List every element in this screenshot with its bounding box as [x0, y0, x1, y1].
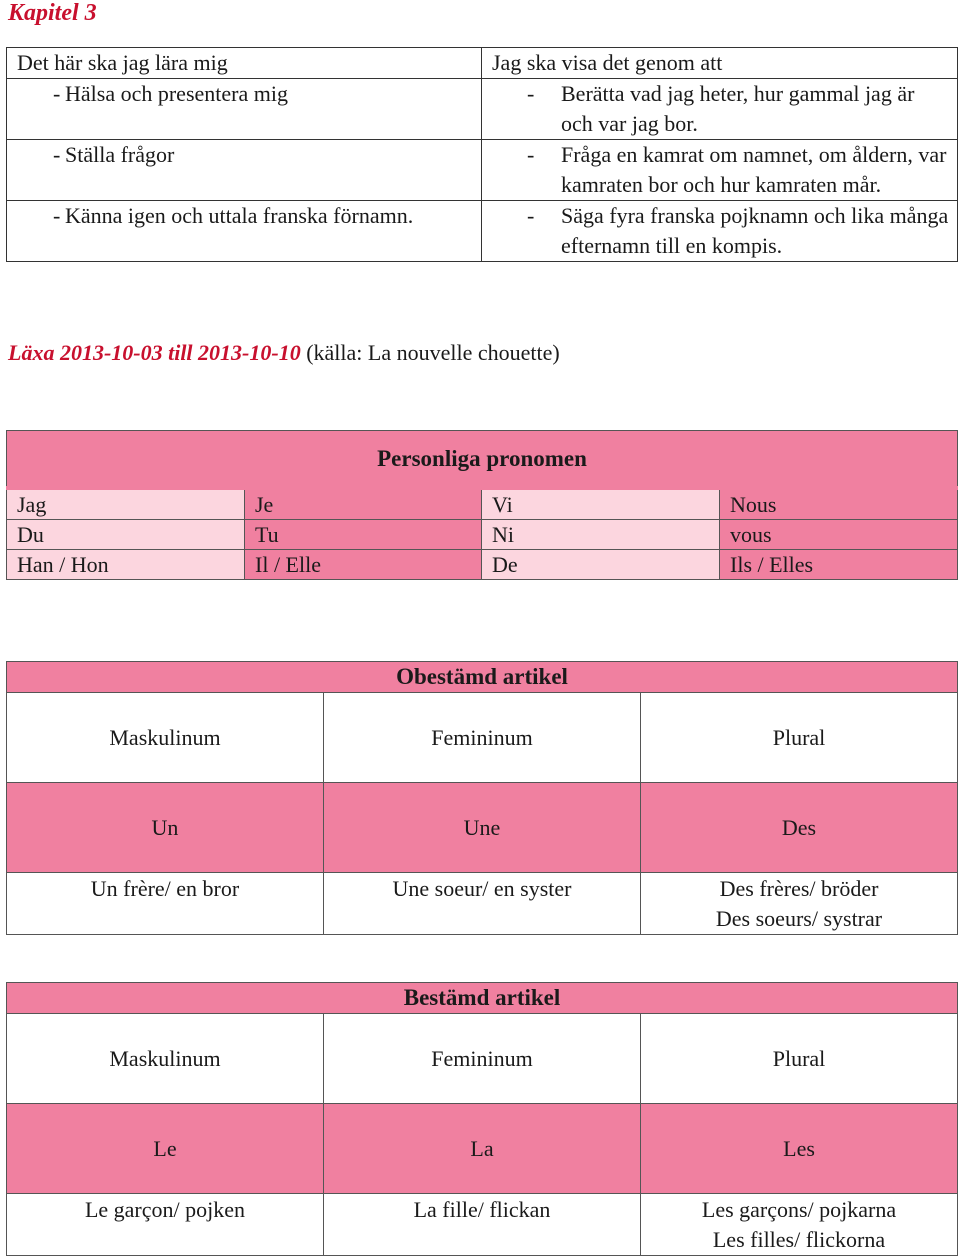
- table-row: [7, 550, 958, 580]
- article-cell: Un: [7, 783, 324, 873]
- goal-right: Säga fyra franska pojknamn och lika många efternamn till en kompis.: [561, 203, 949, 258]
- table-row: [7, 1194, 958, 1256]
- goal-right: Fråga en kamrat om namnet, om åldern, var kamraten bor och hur kamraten mår.: [561, 142, 947, 197]
- gender-header: Femininum: [324, 1014, 641, 1104]
- table-row: [7, 873, 958, 935]
- example-line: Le garçon/ pojken: [84, 1196, 246, 1222]
- example-line: Une soeur/ en syster: [392, 875, 572, 901]
- article-cell: Des: [641, 783, 958, 873]
- article-cell: Le: [7, 1104, 324, 1194]
- example-cell: [324, 873, 641, 935]
- goal-left: Hälsa och presentera mig: [65, 81, 288, 106]
- goal-left: Ställa frågor: [65, 142, 175, 167]
- pronoun-swedish: Du: [7, 520, 245, 550]
- example-cell: [7, 873, 324, 935]
- example-cell: [641, 1194, 958, 1256]
- bullet-dash: -: [527, 203, 535, 228]
- example-line: Les garçons/ pojkarna: [701, 1196, 897, 1222]
- goals-row: [7, 79, 958, 140]
- article-cell: Les: [641, 1104, 958, 1194]
- homework-source: (källa: La nouvelle chouette): [300, 340, 560, 365]
- chapter-title: Kapitel 3: [8, 0, 97, 26]
- bullet-dash: -: [527, 142, 535, 167]
- goals-table: [6, 47, 958, 262]
- pronoun-swedish: Han / Hon: [7, 550, 245, 580]
- bullet-dash: -: [53, 81, 61, 106]
- homework-line: [8, 337, 560, 369]
- pronoun-swedish: Vi: [482, 488, 720, 520]
- pronoun-french: Il / Elle: [245, 550, 482, 580]
- pronoun-french: Ils / Elles: [720, 550, 958, 580]
- pronoun-swedish: Jag: [7, 488, 245, 520]
- bullet-dash: -: [53, 203, 61, 228]
- bullet-dash: -: [527, 81, 535, 106]
- pronoun-french: Nous: [720, 488, 958, 520]
- article-cell: Une: [324, 783, 641, 873]
- homework-label: Läxa 2013-10-03 till 2013-10-10: [8, 340, 301, 365]
- table-row: [7, 1104, 958, 1194]
- example-line: Les filles/ flickorna: [712, 1226, 886, 1252]
- example-cell: [7, 1194, 324, 1256]
- pronoun-french: Tu: [245, 520, 482, 550]
- goals-right-header: Jag ska visa det genom att: [482, 48, 958, 79]
- gender-header: Plural: [641, 693, 958, 783]
- example-line: Des frères/ bröder: [719, 875, 879, 901]
- pronoun-table-title: Personliga pronomen: [7, 431, 958, 489]
- goals-row: [7, 140, 958, 201]
- pronoun-french: Je: [245, 488, 482, 520]
- definite-article-table: [6, 982, 958, 1256]
- pronoun-swedish: De: [482, 550, 720, 580]
- example-line: La fille/ flickan: [413, 1196, 551, 1222]
- bullet-dash: -: [53, 142, 61, 167]
- definite-article-title: Bestämd artikel: [7, 983, 958, 1014]
- goals-header-row: [7, 48, 958, 79]
- pronoun-table: [6, 430, 958, 580]
- indefinite-article-title: Obestämd artikel: [7, 662, 958, 693]
- goals-row: [7, 201, 958, 262]
- table-row: [7, 693, 958, 783]
- goals-left-header: Det här ska jag lära mig: [7, 48, 482, 79]
- gender-header: Maskulinum: [7, 693, 324, 783]
- example-cell: [324, 1194, 641, 1256]
- gender-header: Femininum: [324, 693, 641, 783]
- gender-header: Plural: [641, 1014, 958, 1104]
- example-line: Un frère/ en bror: [90, 875, 240, 901]
- pronoun-french: vous: [720, 520, 958, 550]
- indefinite-article-table: [6, 661, 958, 935]
- table-row: [7, 1014, 958, 1104]
- example-cell: [641, 873, 958, 935]
- goal-left: Känna igen och uttala franska förnamn.: [65, 203, 414, 228]
- table-row: [7, 783, 958, 873]
- table-row: [7, 488, 958, 520]
- article-cell: La: [324, 1104, 641, 1194]
- goal-right: Berätta vad jag heter, hur gammal jag är och var jag bor.: [561, 81, 915, 136]
- example-line: Des soeurs/ systrar: [715, 905, 883, 931]
- table-row: [7, 520, 958, 550]
- gender-header: Maskulinum: [7, 1014, 324, 1104]
- pronoun-swedish: Ni: [482, 520, 720, 550]
